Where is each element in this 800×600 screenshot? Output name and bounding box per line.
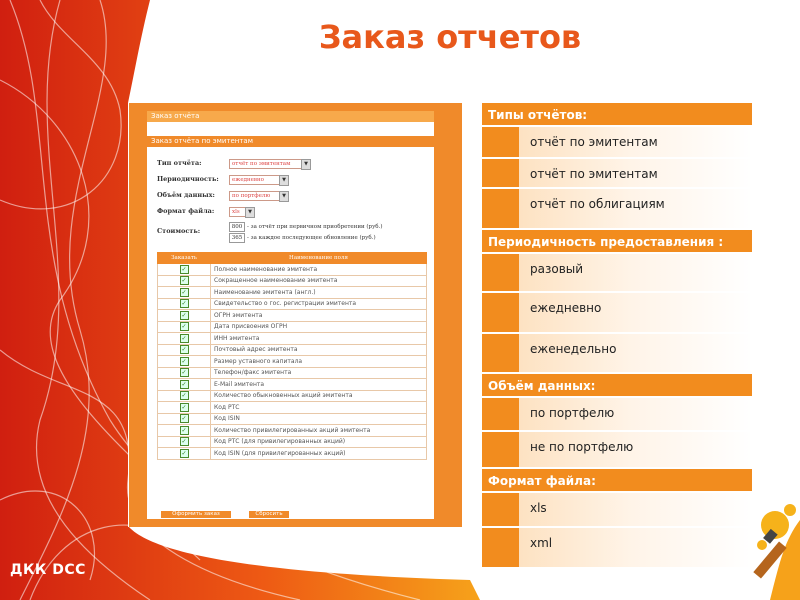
option-row [482, 528, 752, 569]
field-name-cell: Полное наименование эмитента [211, 264, 427, 276]
chevron-down-icon: ▼ [279, 191, 289, 202]
order-checkbox[interactable]: ✓ [181, 300, 187, 308]
section-header: Объём данных: [482, 374, 752, 398]
cost-first-note: - за отчёт при первичном приобретении (руб.) [247, 224, 383, 230]
data-volume-select[interactable]: по портфелю ▼ [229, 191, 281, 201]
option-row [482, 127, 752, 159]
order-checkbox-cell [158, 379, 211, 391]
table-row [158, 287, 427, 299]
field-name-cell: Количество обыкновенных акций эмитента [211, 390, 427, 402]
field-name-cell: Свидетельство о гос. регистрации эмитента [211, 298, 427, 310]
submit-order-button[interactable]: Оформить заказ [161, 511, 231, 518]
order-form-window [147, 111, 434, 519]
field-label-periodicity: Периодичность: [157, 175, 219, 183]
option-row [482, 254, 752, 293]
field-name-cell: Код РТС (для привилегированных акций) [211, 436, 427, 448]
file-format-select[interactable]: xls ▼ [229, 207, 247, 217]
order-checkbox[interactable]: ✓ [181, 438, 187, 446]
order-checkbox-cell [158, 264, 211, 276]
chevron-down-icon: ▼ [301, 159, 311, 170]
cost-next-note: - за каждое последующее обновление (руб.) [247, 235, 376, 241]
fields-table [157, 252, 427, 460]
field-label-report-type: Тип отчёта: [157, 159, 202, 167]
table-row [158, 333, 427, 345]
field-name-cell: ОГРН эмитента [211, 310, 427, 322]
table-row [158, 436, 427, 448]
order-checkbox[interactable]: ✓ [181, 323, 187, 331]
order-checkbox-cell [158, 367, 211, 379]
field-name-cell: Код ISIN [211, 413, 427, 425]
option-label: еженедельно [530, 342, 617, 356]
field-name-cell: Наименование эмитента (англ.) [211, 287, 427, 299]
table-row [158, 264, 427, 276]
report-options-table [482, 103, 752, 569]
option-label: отчёт по эмитентам [530, 135, 658, 149]
option-label: по портфелю [530, 406, 615, 420]
cost-next-value: 365 [229, 233, 245, 243]
table-row [158, 310, 427, 322]
field-name-cell: Количество привилегированных акций эмитента [211, 425, 427, 437]
order-checkbox[interactable]: ✓ [181, 265, 187, 273]
order-checkbox-cell [158, 287, 211, 299]
table-row [158, 275, 427, 287]
order-form-screenshot [129, 103, 462, 527]
table-row [158, 390, 427, 402]
field-name-cell: Телефон/факс эмитента [211, 367, 427, 379]
section-title: Заказ отчёта по эмитентам [147, 136, 434, 147]
order-checkbox-cell [158, 275, 211, 287]
table-row [158, 344, 427, 356]
option-row [482, 432, 752, 469]
chevron-down-icon: ▼ [245, 207, 255, 218]
field-label-data-volume: Объём данных: [157, 191, 215, 199]
field-name-cell: Почтовый адрес эмитента [211, 344, 427, 356]
company-logo: ДКК DCC [10, 562, 86, 578]
table-row [158, 448, 427, 460]
table-row [158, 367, 427, 379]
field-name-cell: Код РТС [211, 402, 427, 414]
table-row [158, 413, 427, 425]
option-row [482, 398, 752, 432]
option-row [482, 493, 752, 528]
table-row [158, 425, 427, 437]
section-header: Типы отчётов: [482, 103, 752, 127]
field-name-cell: Сокращенное наименование эмитента [211, 275, 427, 287]
column-header-order: Заказать [158, 253, 211, 264]
order-checkbox-cell [158, 425, 211, 437]
section-header: Периодичность предоставления : [482, 230, 752, 254]
column-header-field-name: Наименование поля [211, 253, 427, 264]
order-checkbox[interactable]: ✓ [181, 403, 187, 411]
option-row [482, 334, 752, 374]
order-checkbox[interactable]: ✓ [181, 334, 187, 342]
order-checkbox-cell [158, 333, 211, 345]
table-row [158, 356, 427, 368]
cost-next [229, 233, 376, 243]
field-name-cell: Код ISIN (для привилегированных акций) [211, 448, 427, 460]
order-checkbox-cell [158, 390, 211, 402]
option-label: разовый [530, 262, 584, 276]
cost-first [229, 222, 383, 232]
option-row [482, 189, 752, 230]
order-checkbox-cell [158, 321, 211, 333]
order-checkbox-cell [158, 298, 211, 310]
window-title: Заказ отчёта [147, 111, 434, 122]
order-checkbox[interactable]: ✓ [181, 426, 187, 434]
periodicity-select[interactable]: ежедневно ▼ [229, 175, 281, 185]
field-name-cell: ИНН эмитента [211, 333, 427, 345]
field-label-cost: Стоимость: [157, 227, 201, 235]
field-label-file-format: Формат файла: [157, 207, 215, 215]
field-name-cell: E-Mail эмитента [211, 379, 427, 391]
table-row [158, 402, 427, 414]
table-row [158, 298, 427, 310]
order-checkbox[interactable]: ✓ [181, 449, 187, 457]
order-checkbox[interactable]: ✓ [181, 346, 187, 354]
order-checkbox-cell [158, 310, 211, 322]
order-checkbox[interactable]: ✓ [181, 277, 187, 285]
option-label: отчёт по облигациям [530, 197, 665, 211]
reset-button[interactable]: Сбросить [249, 511, 289, 518]
chevron-down-icon: ▼ [279, 175, 289, 186]
order-checkbox[interactable]: ✓ [181, 311, 187, 319]
order-checkbox-cell [158, 344, 211, 356]
table-row [158, 321, 427, 333]
section-header: Формат файла: [482, 469, 752, 493]
order-checkbox[interactable]: ✓ [181, 357, 187, 365]
order-checkbox[interactable]: ✓ [181, 369, 187, 377]
option-label: xls [530, 501, 547, 515]
option-label: ежедневно [530, 301, 602, 315]
option-label: отчёт по эмитентам [530, 167, 658, 181]
order-checkbox[interactable]: ✓ [181, 415, 187, 423]
option-row [482, 159, 752, 189]
order-checkbox-cell [158, 356, 211, 368]
field-name-cell: Размер уставного капитала [211, 356, 427, 368]
order-checkbox-cell [158, 448, 211, 460]
table-row [158, 379, 427, 391]
cost-first-value: 800 [229, 222, 245, 232]
order-checkbox-cell [158, 402, 211, 414]
option-label: не по портфелю [530, 440, 634, 454]
page-title: Заказ отчетов [318, 18, 582, 56]
report-type-select[interactable]: отчёт по эмитентам ▼ [229, 159, 303, 169]
order-checkbox[interactable]: ✓ [181, 392, 187, 400]
order-checkbox[interactable]: ✓ [181, 380, 187, 388]
order-checkbox-cell [158, 436, 211, 448]
option-label: xml [530, 536, 553, 550]
field-name-cell: Дата присвоения ОГРН [211, 321, 427, 333]
order-checkbox[interactable]: ✓ [181, 288, 187, 296]
order-checkbox-cell [158, 413, 211, 425]
option-row [482, 293, 752, 334]
